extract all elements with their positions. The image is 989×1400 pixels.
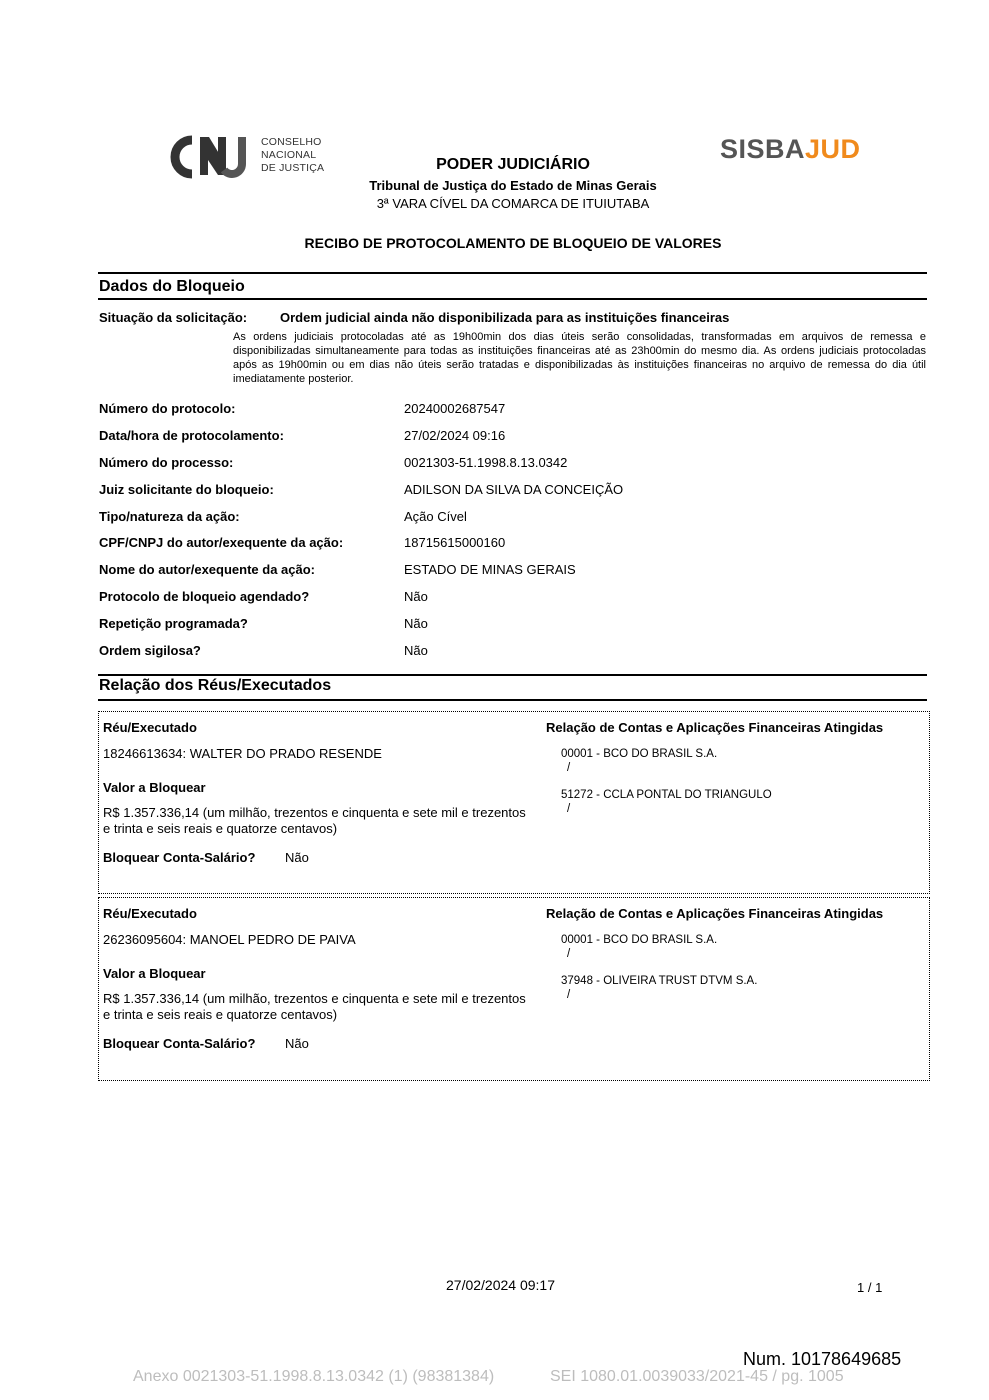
reu-label: Réu/Executado [103, 720, 197, 735]
conta-bank: 00001 - BCO DO BRASIL S.A. [561, 748, 718, 760]
section-rule-top [98, 272, 927, 274]
header-title: PODER JUDICIÁRIO [436, 156, 590, 173]
valor-label: Valor a Bloquear [103, 966, 206, 981]
conta-bank: 51272 - CCLA PONTAL DO TRIANGULO [561, 789, 772, 801]
salario-label: Bloquear Conta-Salário? [103, 1036, 256, 1051]
conta-separator: / [567, 803, 571, 815]
sisbajud-logo-part2: JUD [805, 134, 861, 164]
page-indicator: 1 / 1 [857, 1280, 883, 1295]
salario-value: Não [285, 1036, 309, 1051]
valor-label: Valor a Bloquear [103, 780, 206, 795]
valor-line: e trinta e seis reais e quatorze centavos) [103, 1007, 338, 1022]
sisbajud-logo-part1: SISBA [720, 134, 806, 164]
field-label: Data/hora de protocolamento: [99, 428, 284, 443]
valor-line: e trinta e seis reais e quatorze centavos) [103, 821, 338, 836]
field-value: Não [404, 643, 428, 658]
header-court: Tribunal de Justiça do Estado de Minas Gerais [369, 178, 657, 193]
conta-separator: / [567, 948, 571, 960]
reu-label: Réu/Executado [103, 906, 197, 921]
contas-label: Relação de Contas e Aplicações Financeiras Atingidas [546, 720, 884, 735]
reu-card [98, 897, 930, 1081]
field-label: Número do protocolo: [99, 401, 236, 416]
field-value: 18715615000160 [404, 535, 506, 550]
annex-watermark: Anexo 0021303-51.1998.8.13.0342 (1) (98381384) [133, 1368, 495, 1385]
valor-line: R$ 1.357.336,14 (um milhão, trezentos e cinquenta e sete mil e trezentos [103, 805, 526, 820]
field-label: Número do processo: [99, 455, 234, 470]
reu-name: 18246613634: WALTER DO PRADO RESENDE [103, 746, 382, 761]
section-rule-bottom [98, 298, 927, 300]
field-label: Tipo/natureza da ação: [99, 509, 240, 524]
field-label: CPF/CNPJ do autor/exequente da ação: [99, 535, 344, 550]
conta-bank: 00001 - BCO DO BRASIL S.A. [561, 934, 718, 946]
field-label: Nome do autor/exequente da ação: [99, 562, 315, 577]
conta-bank: 37948 - OLIVEIRA TRUST DTVM S.A. [561, 975, 758, 987]
field-label: Repetição programada? [99, 616, 248, 631]
field-value: 0021303-51.1998.8.13.0342 [404, 455, 568, 470]
field-value: ADILSON DA SILVA DA CONCEIÇÃO [404, 482, 624, 497]
field-value: 27/02/2024 09:16 [404, 428, 506, 443]
salario-value: Não [285, 850, 309, 865]
cnj-line: CONSELHO [261, 136, 322, 148]
field-value: Ação Cível [404, 509, 467, 524]
document-number: Num. 10178649685 [743, 1349, 902, 1369]
field-value: Não [404, 616, 428, 631]
section-rule-top [98, 674, 927, 676]
reu-card [98, 711, 930, 894]
situation-note: As ordens judiciais protocoladas até as 19h00min dos dias úteis serão consolidadas, transformadas em arquivos de remessa e disponibilizadas simultaneamente para todas as instituições financeiras até as 23h00min do mesmo dia. As ordens judiciais protocoladas após as 19h00min ou em dias não úteis serão tratadas e disponibilizadas às instituições financeiras no arquivo de remessa do dia útil imediatamente posterior. [233, 331, 926, 385]
field-label: Protocolo de bloqueio agendado? [99, 589, 310, 604]
header-division: 3ª VARA CÍVEL DA COMARCA DE ITUIUTABA [376, 196, 650, 211]
section-title-reus: Relação dos Réus/Executados [99, 677, 332, 694]
field-label: Ordem sigilosa? [99, 643, 201, 658]
reu-name: 26236095604: MANOEL PEDRO DE PAIVA [103, 932, 356, 947]
cnj-line: NACIONAL [261, 149, 317, 161]
field-value: 20240002687547 [404, 401, 506, 416]
conta-separator: / [567, 762, 571, 774]
valor-line: R$ 1.357.336,14 (um milhão, trezentos e cinquenta e sete mil e trezentos [103, 991, 526, 1006]
cnj-line: DE JUSTIÇA [261, 162, 325, 174]
situation-value: Ordem judicial ainda não disponibilizada para as instituições financeiras [280, 310, 730, 325]
conta-separator: / [567, 989, 571, 1001]
section-rule-bottom [98, 699, 927, 701]
salario-label: Bloquear Conta-Salário? [103, 850, 256, 865]
section-title-bloqueio: Dados do Bloqueio [99, 278, 245, 295]
field-value: Não [404, 589, 428, 604]
contas-label: Relação de Contas e Aplicações Financeiras Atingidas [546, 906, 884, 921]
footer-datetime: 27/02/2024 09:17 [446, 1277, 555, 1293]
field-value: ESTADO DE MINAS GERAIS [404, 562, 576, 577]
situation-label: Situação da solicitação: [99, 310, 248, 325]
sei-watermark: SEI 1080.01.0039033/2021-45 / pg. 1005 [550, 1368, 844, 1385]
document-title: RECIBO DE PROTOCOLAMENTO DE BLOQUEIO DE VALORES [304, 235, 722, 251]
field-label: Juiz solicitante do bloqueio: [99, 482, 274, 497]
